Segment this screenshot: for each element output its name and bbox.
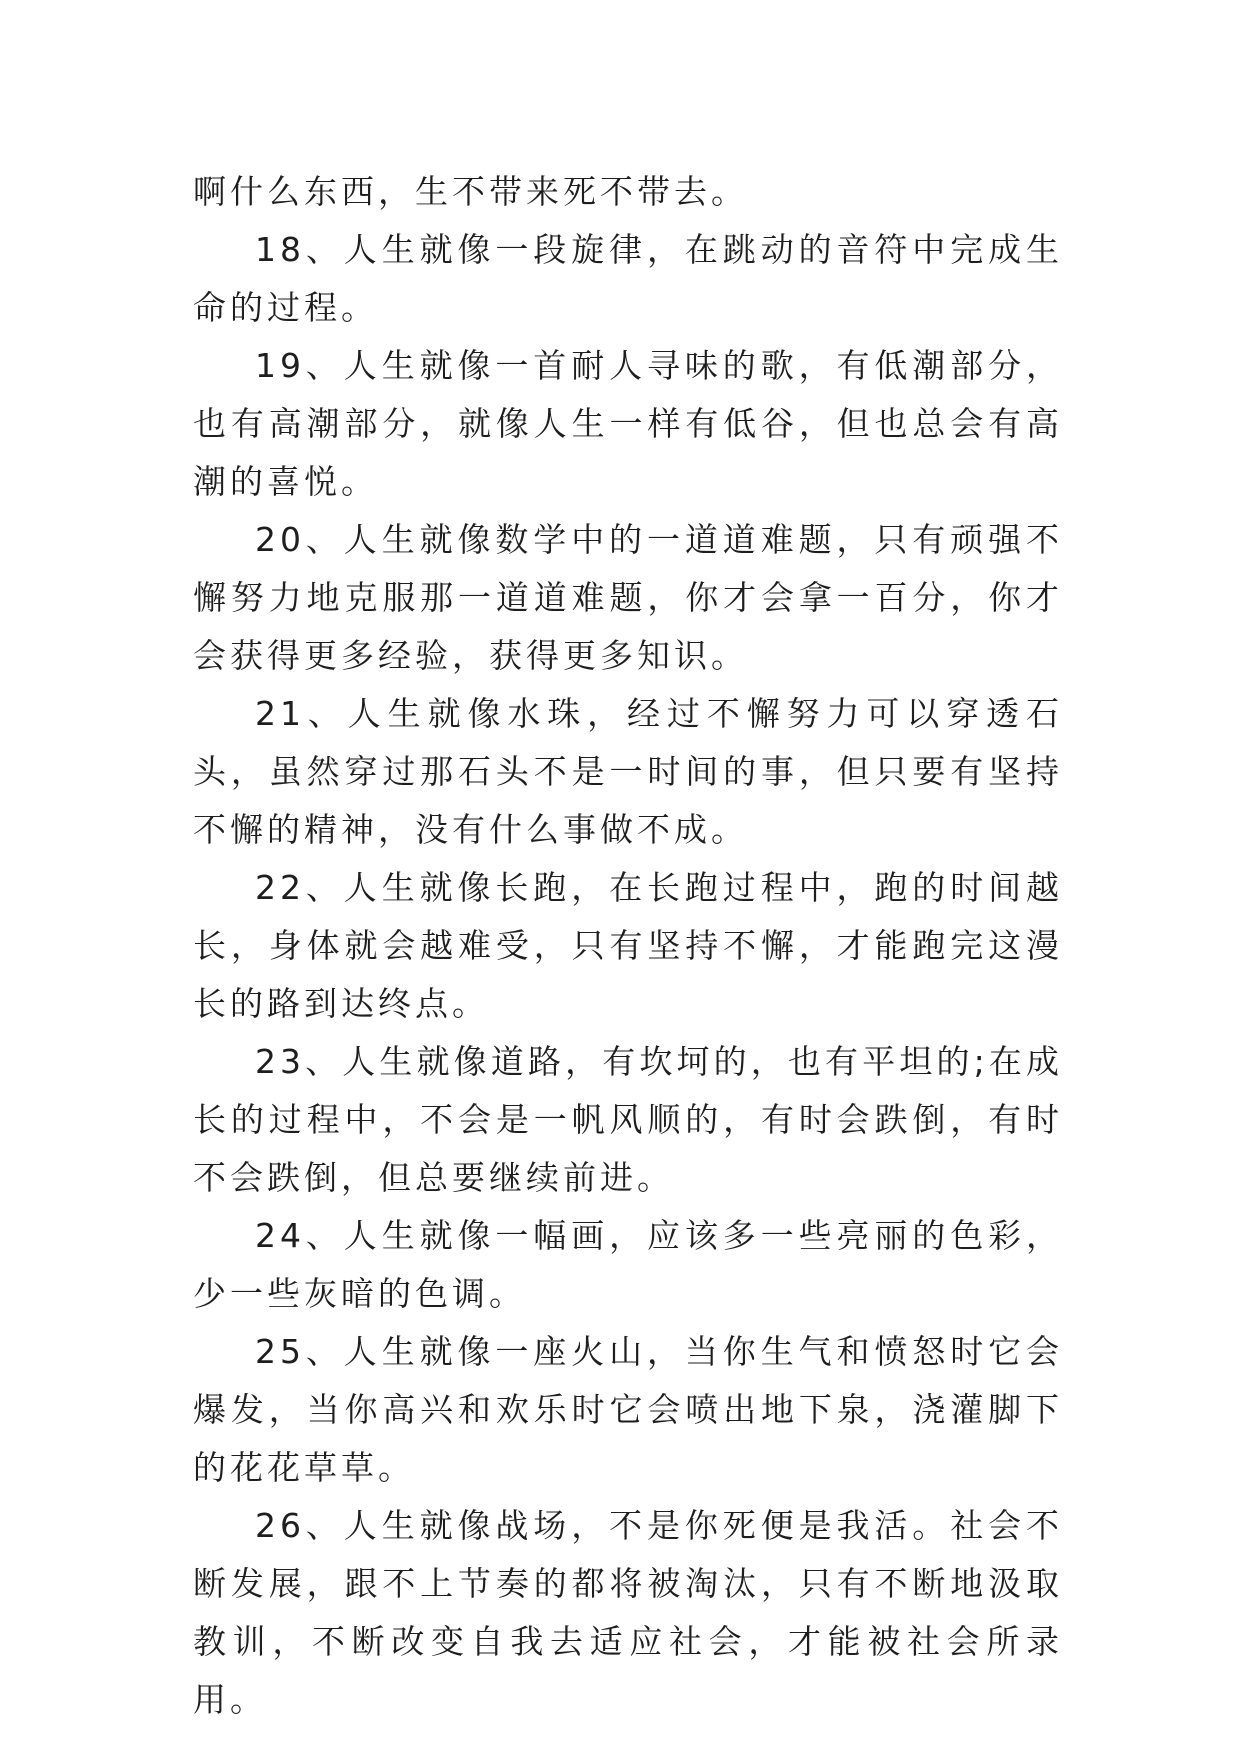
paragraph: 24、人生就像一幅画，应该多一些亮丽的色彩，少一些灰暗的色调。 xyxy=(193,1216,1063,1313)
paragraph: 26、人生就像战场，不是你死便是我活。社会不断发展，跟不上节奏的都将被淘汰，只有不断地汲取教训，不断改变自我去适应社会，才能被社会所录用。 xyxy=(193,1506,1063,1719)
paragraph: 21、人生就像水珠，经过不懈努力可以穿透石头，虽然穿过那石头不是一时间的事，但只要有坚持不懈的精神，没有什么事做不成。 xyxy=(193,694,1063,849)
paragraph: 22、人生就像长跑，在长跑过程中，跑的时间越长，身体就会越难受，只有坚持不懈，才能跑完这漫长的路到达终点。 xyxy=(193,868,1063,1023)
paragraph: 25、人生就像一座火山，当你生气和愤怒时它会爆发，当你高兴和欢乐时它会喷出地下泉，浇灌脚下的花花草草。 xyxy=(193,1332,1063,1487)
document-body xyxy=(193,163,1063,1729)
paragraph: 19、人生就像一首耐人寻味的歌，有低潮部分，也有高潮部分，就像人生一样有低谷，但也总会有高潮的喜悦。 xyxy=(193,346,1063,501)
paragraph: 啊什么东西，生不带来死不带去。 xyxy=(193,172,748,211)
paragraph: 18、人生就像一段旋律，在跳动的音符中完成生命的过程。 xyxy=(193,230,1063,327)
paragraph: 20、人生就像数学中的一道道难题，只有顽强不懈努力地克服那一道道难题，你才会拿一百分，你才会获得更多经验，获得更多知识。 xyxy=(193,520,1063,675)
paragraph: 23、人生就像道路，有坎坷的，也有平坦的;在成长的过程中，不会是一帆风顺的，有时会跌倒，有时不会跌倒，但总要继续前进。 xyxy=(193,1042,1063,1197)
